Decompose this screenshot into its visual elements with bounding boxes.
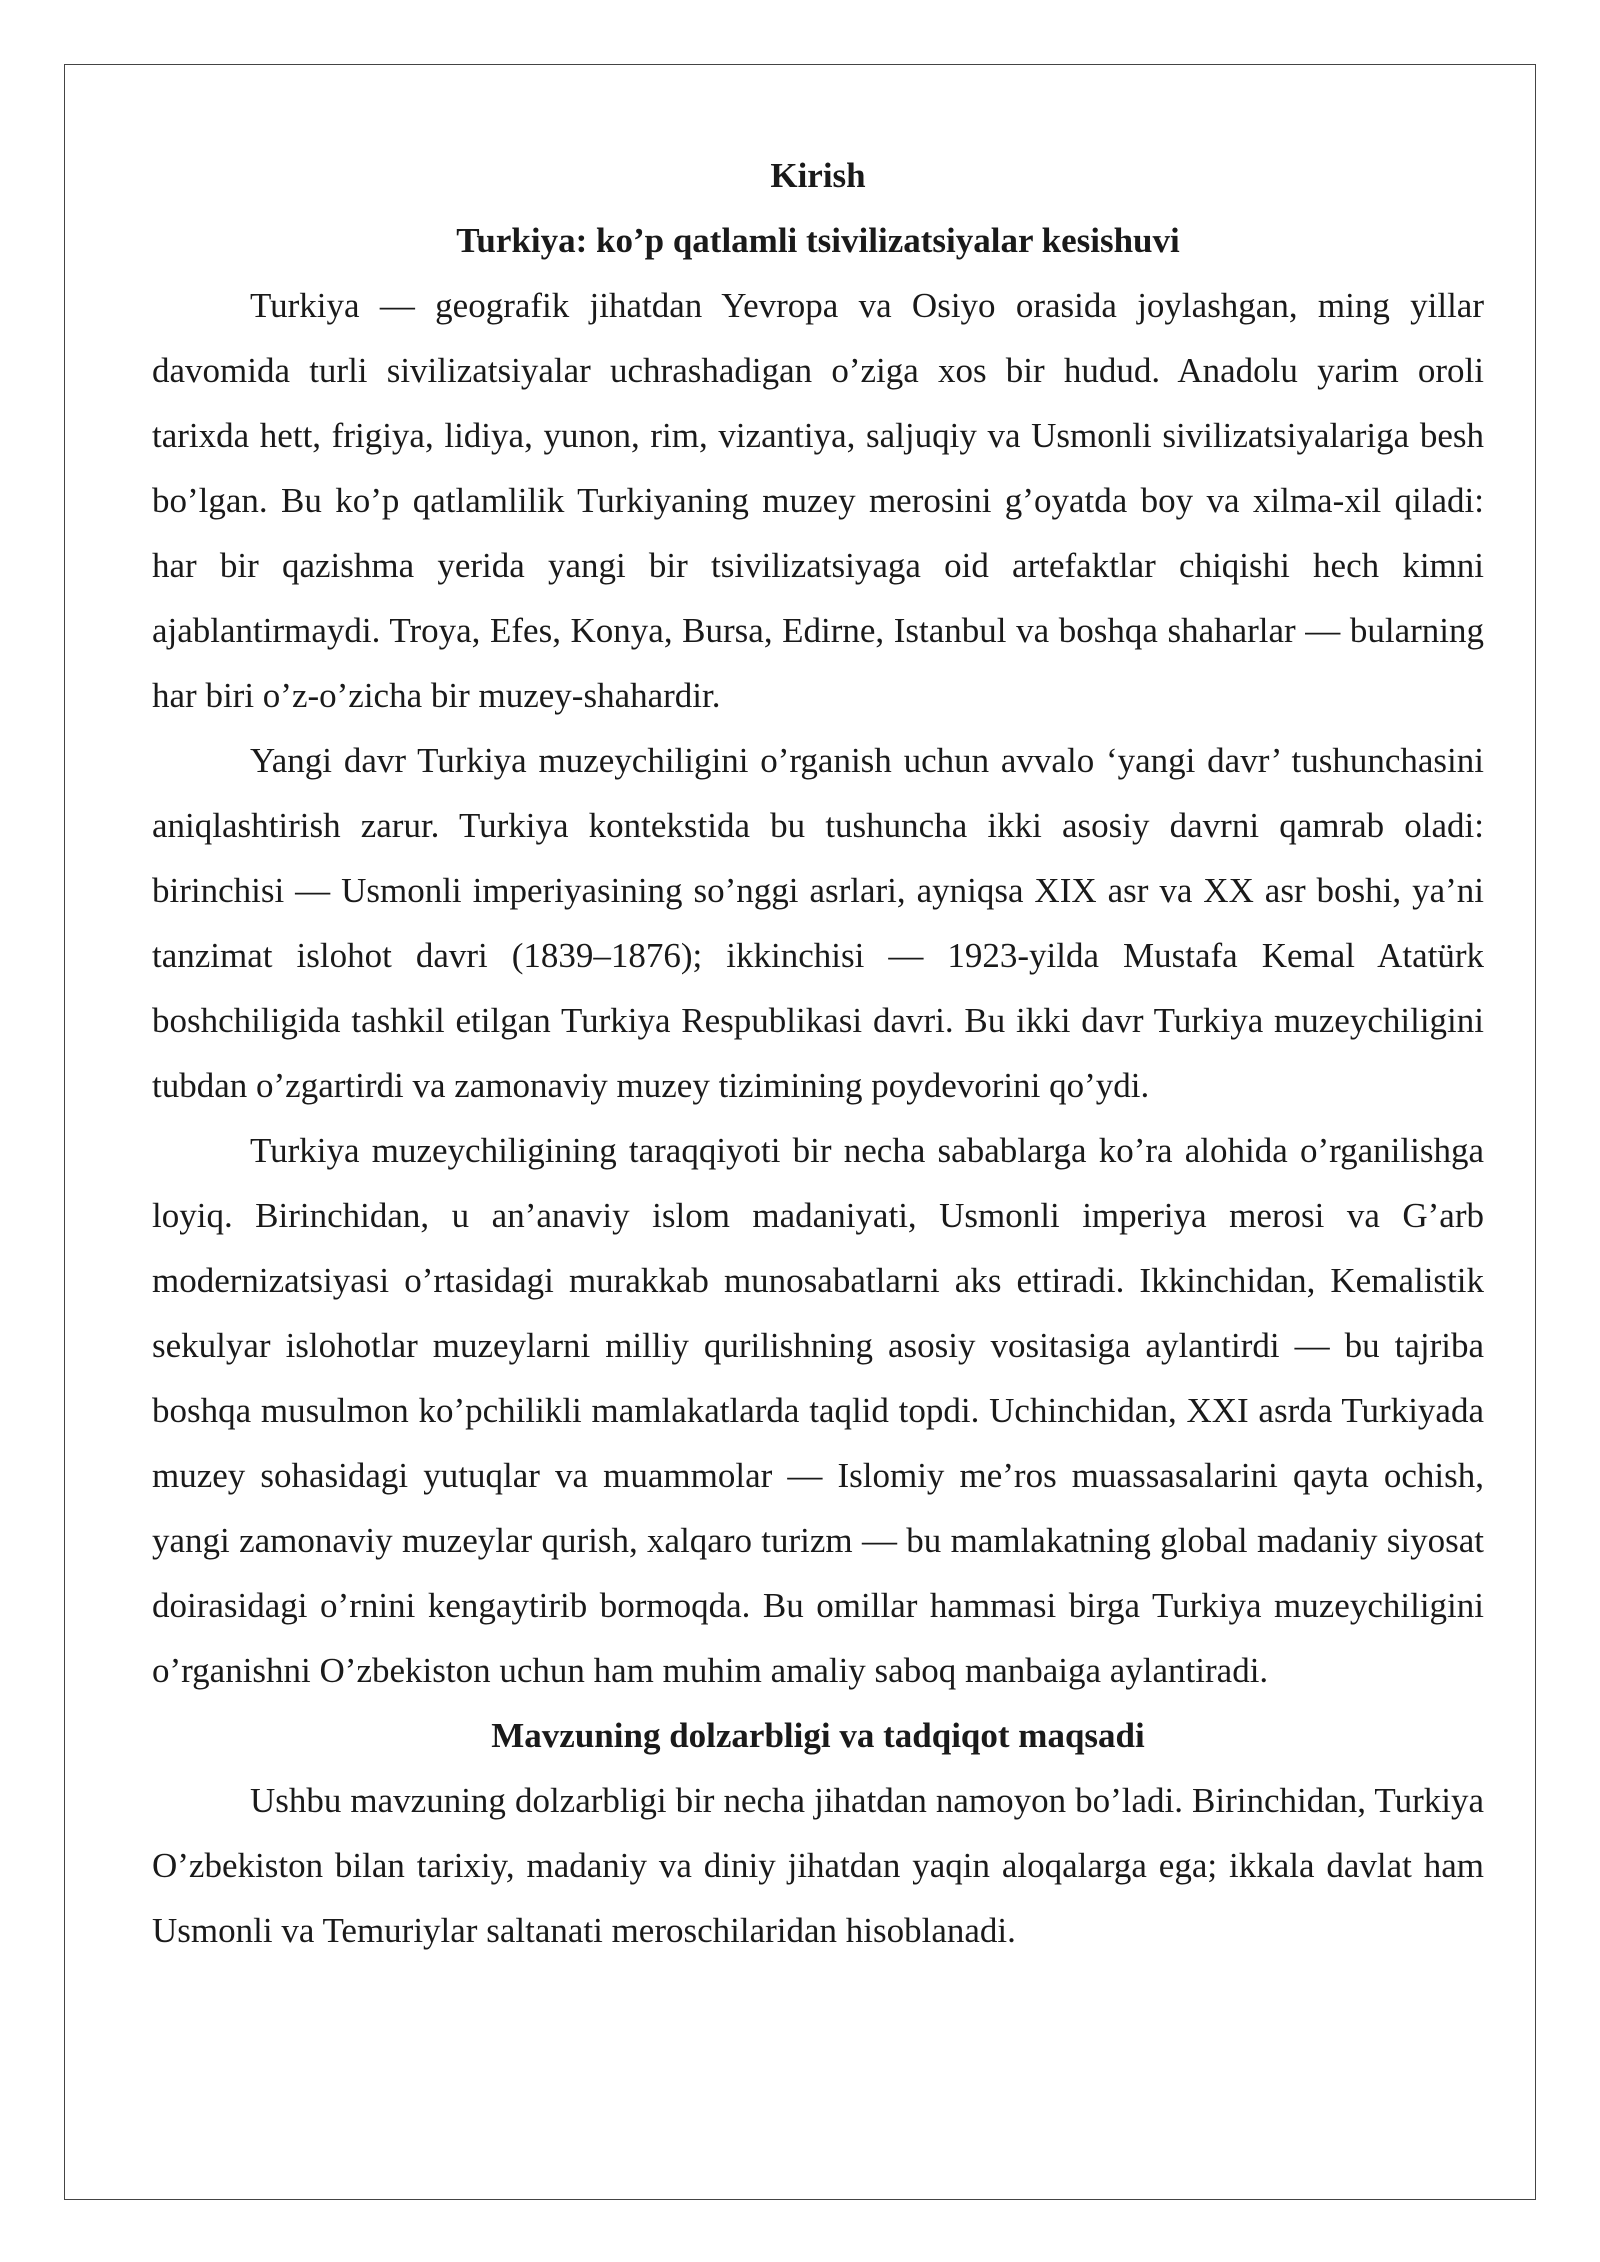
paragraph-1: Turkiya — geografik jihatdan Yevropa va Osiyo orasida joylashgan, ming yillar davomida turli sivilizatsiyalar uchrashadigan o’ziga xos bir hudud. Anadolu yarim oroli tarixda hett, frigiya, lidiya, yunon, rim, vizantiya, saljuqiy va Usmonli sivilizatsiyalariga besh bo’lgan. Bu ko’p qatlamlilik Turkiyaning muzey merosini g’oyatda boy va xilma-xil qiladi: har bir qazishma yerida yangi bir tsivilizatsiyaga oid artefaktlar chiqishi hech kimni ajablantirmaydi. Troya, Efes, Konya, Bursa, Edirne, Istanbul va boshqa shaharlar — bularning har biri o’z-o’zicha bir muzey-shahardir. (152, 286, 1484, 715)
section-heading: Mavzuning dolzarbligi va tadqiqot maqsadi (491, 1716, 1145, 1755)
document-body (152, 143, 1484, 1963)
paragraph-2: Yangi davr Turkiya muzeychiligini o’rganish uchun avvalo ‘yangi davr’ tushunchasini aniqlashtirish zarur. Turkiya kontekstida bu tushuncha ikki asosiy davrni qamrab oladi: birinchisi — Usmonli imperiyasining so’nggi asrlari, ayniqsa XIX asr va XX asr boshi, ya’ni tanzimat islohot davri (1839–1876); ikkinchisi — 1923-yilda Mustafa Kemal Atatürk boshchiligida tashkil etilgan Turkiya Respublikasi davri. Bu ikki davr Turkiya muzeychiligini tubdan o’zgartirdi va zamonaviy muzey tizimining poydevorini qo’ydi. (152, 741, 1484, 1105)
paragraph-4: Ushbu mavzuning dolzarbligi bir necha jihatdan namoyon bo’ladi. Birinchidan, Turkiya O’zbekiston bilan tarixiy, madaniy va diniy jihatdan yaqin aloqalarga ega; ikkala davlat ham Usmonli va Temuriylar saltanati meroschilaridan hisoblanadi. (152, 1781, 1484, 1950)
paragraph-3: Turkiya muzeychiligining taraqqiyoti bir necha sabablarga ko’ra alohida o’rganilishga loyiq. Birinchidan, u an’anaviy islom madaniyati, Usmonli imperiya merosi va G’arb modernizatsiyasi o’rtasidagi murakkab munosabatlarni aks ettiradi. Ikkinchidan, Kemalistik sekulyar islohotlar muzeylarni milliy qurilishning asosiy vositasiga aylantirdi — bu tajriba boshqa musulmon ko’pchilikli mamlakatlarda taqlid topdi. Uchinchidan, XXI asrda Turkiyada muzey sohasidagi yutuqlar va muammolar — Islomiy me’ros muassasalarini qayta ochish, yangi zamonaviy muzeylar qurish, xalqaro turizm — bu mamlakatning global madaniy siyosat doirasidagi o’rnini kengaytirib bormoqda. Bu omillar hammasi birga Turkiya muzeychiligini o’rganishni O’zbekiston uchun ham muhim amaliy saboq manbaiga aylantiradi. (152, 1131, 1484, 1690)
page-subtitle: Turkiya: ko’p qatlamli tsivilizatsiyalar kesishuvi (456, 221, 1180, 260)
page-title: Kirish (770, 156, 866, 195)
